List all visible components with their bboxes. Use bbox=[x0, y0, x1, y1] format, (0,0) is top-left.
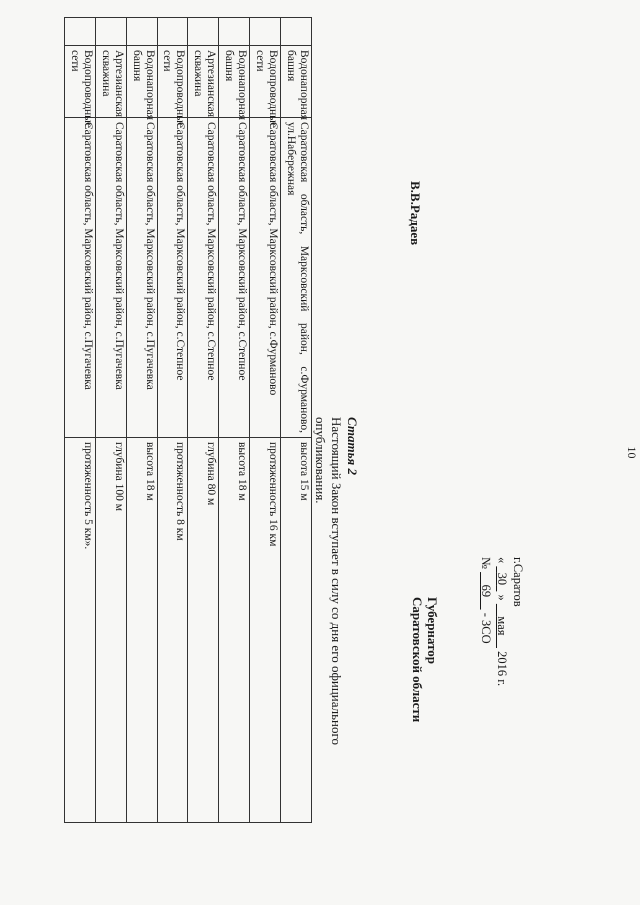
law-meta-block bbox=[470, 557, 526, 817]
article-2-block bbox=[313, 417, 360, 817]
law-number bbox=[478, 557, 494, 817]
address-line-1: Саратовская область, Марксовский район, с.Степное bbox=[205, 122, 218, 381]
governor-name: В.В.Радаев bbox=[408, 181, 423, 246]
table-body bbox=[65, 18, 312, 823]
table-row bbox=[219, 18, 250, 823]
cell-number bbox=[250, 18, 281, 46]
cell-parameter: высота 15 м bbox=[281, 438, 312, 823]
article-text: Настоящий Закон вступает в силу со дня его официального опубликования. bbox=[313, 417, 344, 746]
cell-number bbox=[65, 18, 96, 46]
cell-address bbox=[188, 118, 219, 438]
article-heading: Статья 2 bbox=[345, 417, 360, 475]
cell-parameter: глубина 80 м bbox=[188, 438, 219, 823]
address-line-2: ул.Набережная bbox=[285, 122, 297, 196]
cell-address bbox=[281, 118, 312, 438]
cell-address bbox=[65, 118, 96, 438]
cell-address bbox=[219, 118, 250, 438]
cell-parameter: протяженность 5 км». bbox=[65, 438, 96, 823]
cell-address bbox=[157, 118, 188, 438]
objects-table bbox=[64, 17, 312, 823]
law-date bbox=[494, 557, 510, 817]
cell-parameter: протяженность 8 км bbox=[157, 438, 188, 823]
cell-number bbox=[157, 18, 188, 46]
signature-title-line2: Саратовской области bbox=[410, 597, 425, 723]
cell-parameter: глубина 100 м bbox=[95, 438, 126, 823]
address-line-1: Саратовская область, Марксовский район, с.Степное bbox=[236, 122, 249, 381]
date-close-quote: » bbox=[495, 594, 509, 601]
cell-object-type: Водонапорная башня bbox=[126, 46, 157, 118]
signature-title bbox=[404, 597, 440, 817]
address-line-1: Саратовская область, Марксовский район, с.Пугачевка bbox=[112, 122, 125, 390]
cell-object-type: Водопроводные сети bbox=[157, 46, 188, 118]
date-open-quote: « bbox=[495, 557, 509, 564]
page-number: 10 bbox=[625, 446, 639, 459]
cell-object-type: Водонапорная башня bbox=[281, 46, 312, 118]
cell-object-type: Водопроводные сети bbox=[250, 46, 281, 118]
cell-number bbox=[126, 18, 157, 46]
cell-number bbox=[219, 18, 250, 46]
city: г.Саратов bbox=[511, 557, 525, 607]
cell-number bbox=[95, 18, 126, 46]
table-row bbox=[188, 18, 219, 823]
address-line-1: Саратовская область, Марксовский район, с.Пугачевка bbox=[143, 122, 156, 390]
address-line-1: Саратовская область, Марксовский район, с.Фурманово bbox=[267, 122, 280, 396]
date-month: мая bbox=[495, 616, 509, 636]
table-row bbox=[250, 18, 281, 823]
objects-table-grid bbox=[64, 17, 312, 823]
table-row bbox=[157, 18, 188, 823]
address-line-1: Саратовская область, Марксовский район, с.Фурманово, bbox=[298, 122, 310, 433]
cell-address bbox=[126, 118, 157, 438]
cell-parameter: высота 18 м bbox=[219, 438, 250, 823]
cell-address bbox=[95, 118, 126, 438]
table-row bbox=[65, 18, 96, 823]
cell-object-type: Артезианская скважина bbox=[188, 46, 219, 118]
number-value: 69 bbox=[479, 584, 493, 598]
cell-address bbox=[250, 118, 281, 438]
date-year: 2016 г. bbox=[495, 651, 509, 687]
number-suffix: - ЗСО bbox=[479, 612, 493, 644]
signature-title-line1: Губернатор bbox=[425, 597, 440, 665]
table-row bbox=[126, 18, 157, 823]
address-line-1: Саратовская область, Марксовский район, с.Степное bbox=[174, 122, 187, 381]
number-sign: № bbox=[479, 557, 493, 569]
signature-name bbox=[404, 181, 424, 301]
cell-number bbox=[188, 18, 219, 46]
cell-number bbox=[281, 18, 312, 46]
cell-parameter: протяженность 16 км bbox=[250, 438, 281, 823]
date-day: 30 bbox=[495, 572, 509, 586]
table-row bbox=[95, 18, 126, 823]
cell-parameter: высота 18 м bbox=[126, 438, 157, 823]
table-row bbox=[281, 18, 312, 823]
cell-object-type: Артезианская скважина bbox=[95, 46, 126, 118]
address-line-1: Саратовская область, Марксовский район, с.Пугачевка bbox=[81, 122, 94, 390]
cell-object-type: Водонапорная башня bbox=[219, 46, 250, 118]
cell-object-type: Водопроводные сети bbox=[65, 46, 96, 118]
